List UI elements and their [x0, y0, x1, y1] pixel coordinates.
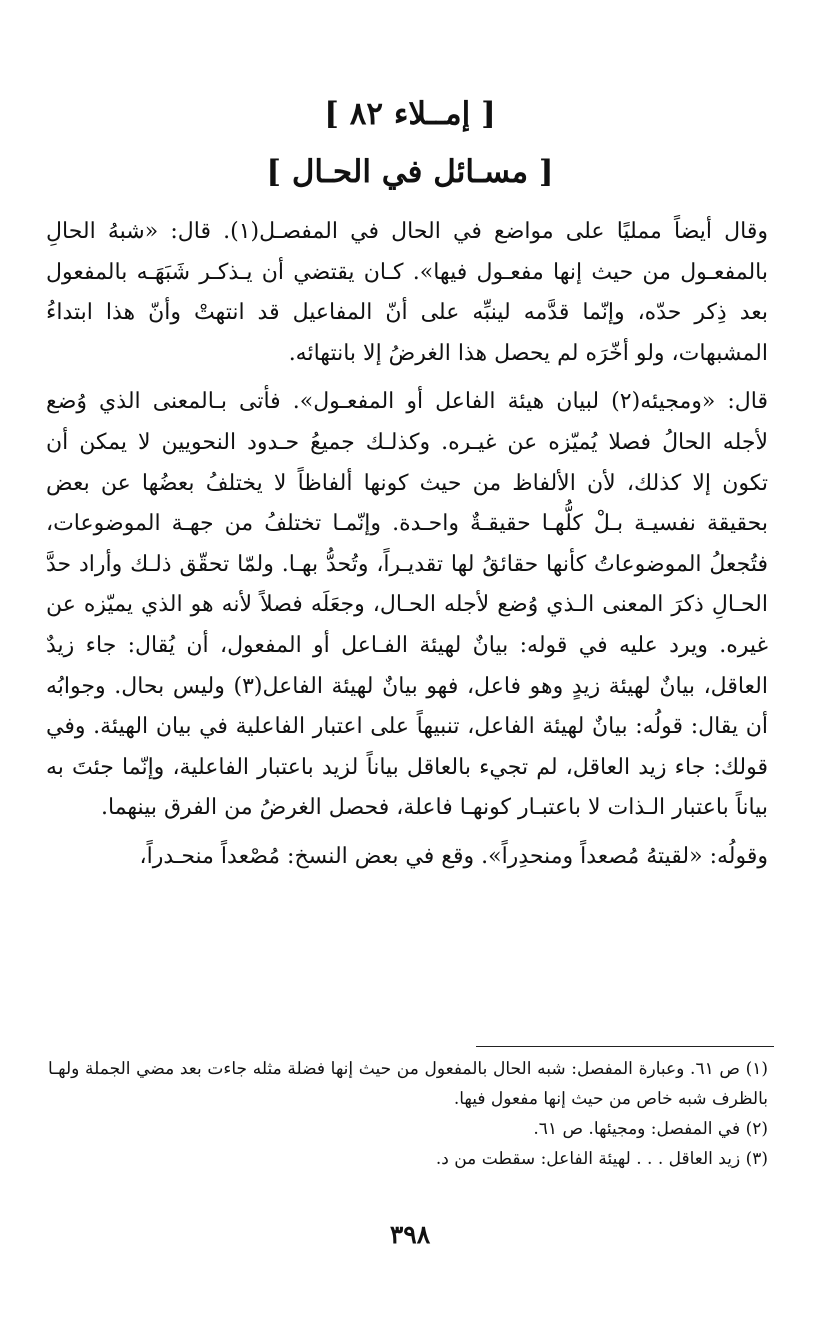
footnote-3: (٣) زيد العاقل . . . لهيئة الفاعل: سقطت من د. [435, 1149, 768, 1169]
paragraph-2: قال: «ومجيئه(٢) لبيان هيئة الفاعل أو المفعـول». فأتى بـالمعنى الذي وُضع لأجله الحالُ فصلا يُميّزه عن غيـره. وكذلـك جميعُ حـدود النحويين لا يمكن أن تكون إلا كذلك، لأن الألفاظ من حيث كونها ألفاظاً لا يختلفُ بعضُها عن بعض بحقيقة نفسيـة بـلْ كلُّهـا حقيقـةٌ واحـدة. وإنّمـا تختلفُ من جهـة الموضوعات، فتُجعلُ الموضوعاتُ كأنها حقائقُ لها تقديـراً، وتُحدُّ بهـا. ولمّا تحقّق ذلـك وأراد حدَّ الحـالِ ذكرَ المعنى الـذي وُضع لأجله الحـال، وجعَلَه فصلاً لأنه هو الذي يميّزه عن غيره. ويرد عليه في قوله: بيانٌ لهيئة الفـاعل أو المفعول، أن يُقال: جاء زيدٌ العاقل، بيانٌ لهيئة زيدٍ وهو فاعل، فهو بيانٌ لهيئة الفاعل(٣) وليس بحال. وجوابُه أن يقال: قولُه: بيانٌ لهيئة الفاعل، تنبيهاً على اعتبار الفاعلية في بيان الهيئة. وفي قولك: جاء زيد العاقل، لم تجيء بالعاقل بياناً لزيد باعتبار الفاعلية، وإنّما جئتَ به بياناً باعتبار الـذات لا باعتبـار كونهـا فاعلة، فحصل الغرضُ من الفرق بينهما. [46, 389, 768, 821]
page-number: ٣٩٨ [389, 1220, 431, 1249]
paragraph-1: وقال أيضاً ممليًا على مواضع في الحال في المفصـل(١). قال: «شبهُ الحالِ بالمفعـول من حيث إنها مفعـول فيها». كـان يقتضي أن يـذكـر شَبَهَـه بالمفعول بعد ذِكر حدّه، وإنّما قدَّمه لينبِّه على أنّ المفاعيل قد انتهتْ وأنّ هذا ابتداءُ المشبهات، ولو أخّرَه لم يحصل هذا الغرضُ إلا بانتهائه. [46, 219, 768, 366]
paragraph-3: وقولُه: «لقيتهُ مُصعداً ومنحدِراً». وقع في بعض النسخ: مُصْعداً منحـدراً، [139, 843, 768, 869]
footnotes [48, 1054, 768, 1174]
footnote-divider [476, 1046, 774, 1047]
footnote-1: (١) ص ٦١. وعبارة المفصل: شبه الحال بالمفعول من حيث إنها فضلة مثله جاءت بعد مضي الجملة ولهـا بالظرف شبه خاص من حيث إنها مفعول فيها. [48, 1059, 769, 1109]
main-text [46, 212, 768, 878]
footnote-2: (٢) في المفصل: ومجيئها. ص ٦١. [533, 1119, 768, 1139]
dictation-heading: [ إمــلاء ٨٢ ] [324, 96, 496, 132]
section-title: [ مسـائل في الحـال ] [266, 154, 554, 190]
